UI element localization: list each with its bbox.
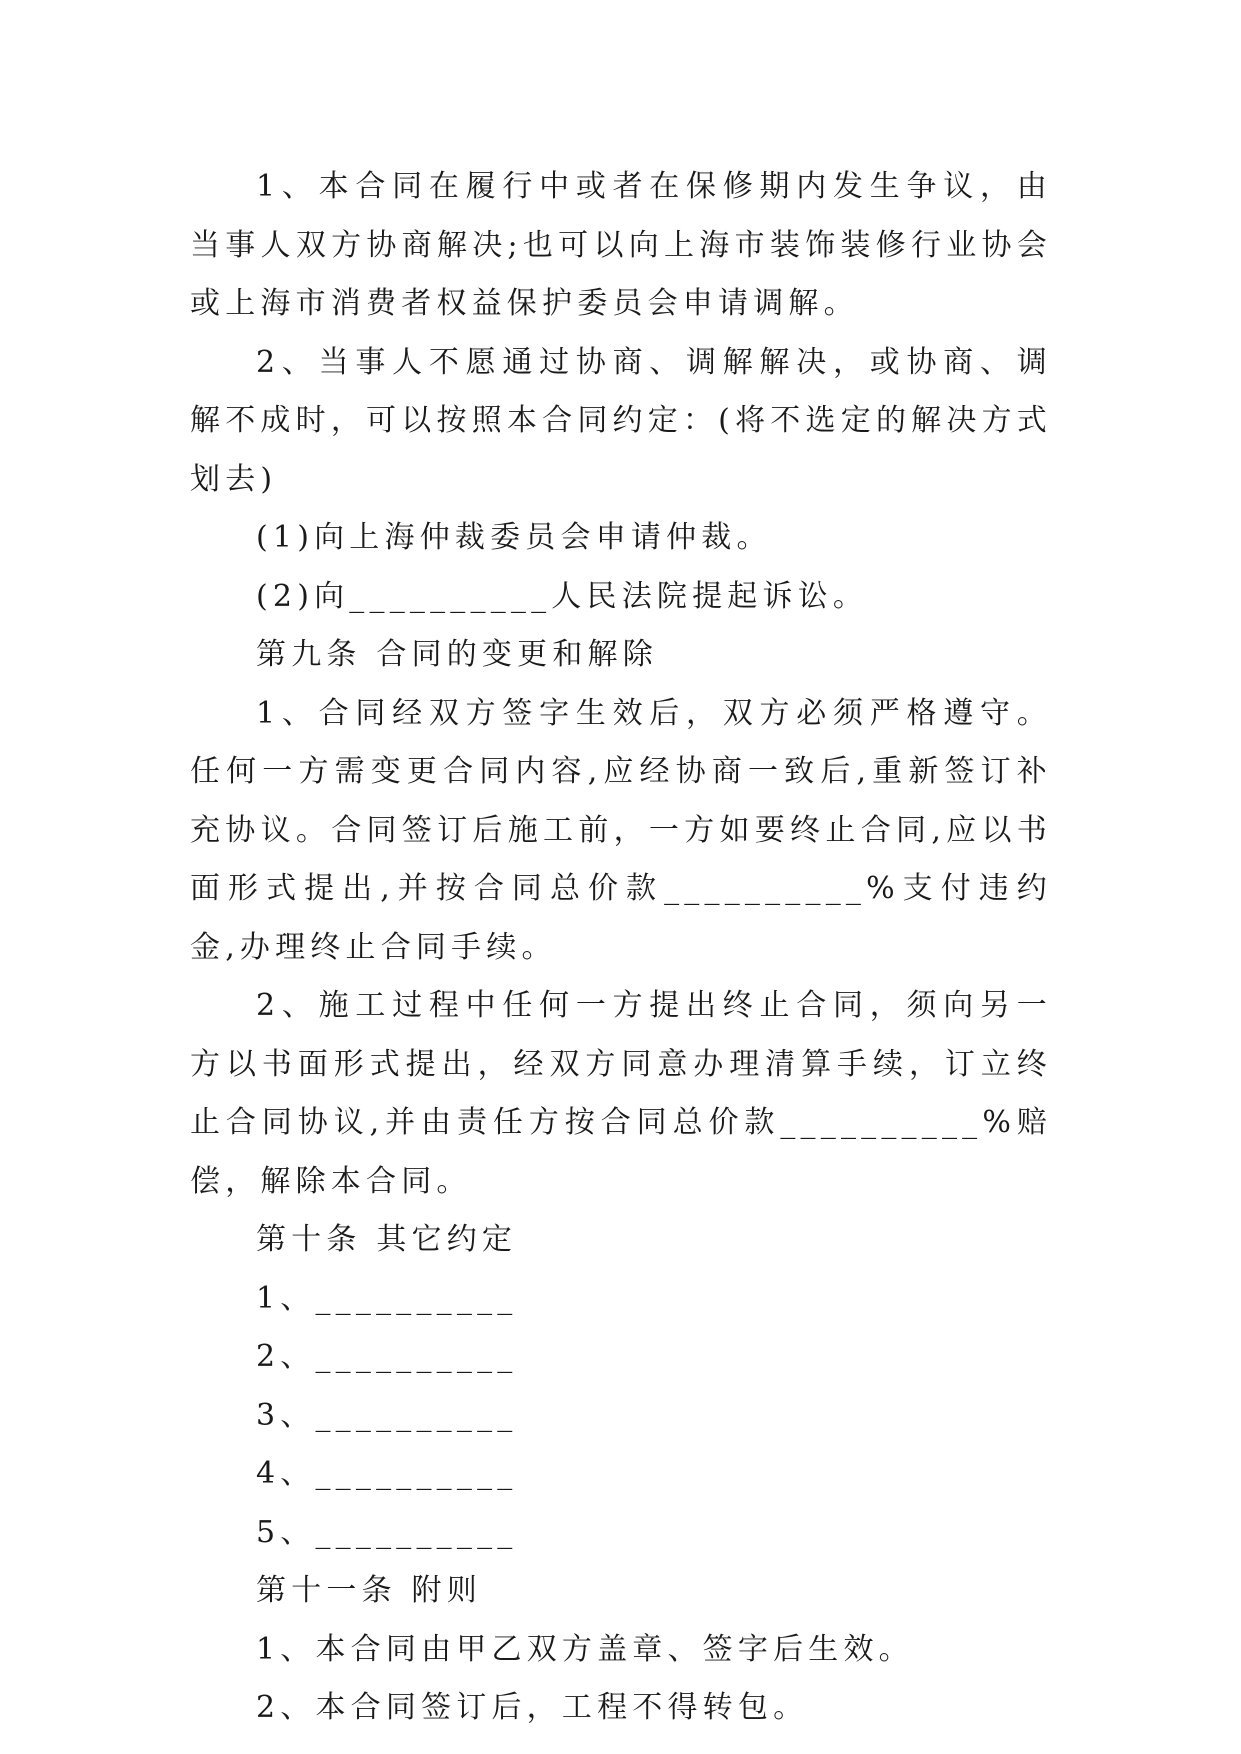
dispute-clause-2: 2、当事人不愿通过协商、调解解决，或协商、调解不成时，可以按照本合同约定：(将不选定的解决方式划去) <box>190 344 1052 497</box>
article-11-heading: 第十一条 附则 <box>256 1573 482 1608</box>
article-9-heading: 第九条 合同的变更和解除 <box>256 637 658 672</box>
article-11-clause-1: 1、本合同由甲乙双方盖章、签字后生效。 <box>256 1631 914 1667</box>
other-agreement-2: 2、__________ <box>256 1339 518 1374</box>
article-9-clause-1: 1、合同经双方签字生效后，双方必须严格遵守。任何一方需变更合同内容,应经协商一致后,重新签订补充协议。合同签订后施工前，一方如要终止合同,应以书面形式提出,并按合同总价款__________%支付违约金,办理终止合同手续。 <box>190 695 1052 965</box>
article-9-clause-2: 2、施工过程中任何一方提出终止合同，须向另一方以书面形式提出，经双方同意办理清算手续，订立终止合同协议,并由责任方按合同总价款__________%赔偿，解除本合同。 <box>190 988 1052 1199</box>
document-body <box>190 158 1052 1738</box>
article-11-clause-2: 2、本合同签订后，工程不得转包。 <box>256 1690 809 1725</box>
article-10-heading: 第十条 其它约定 <box>256 1222 518 1257</box>
dispute-option-2: (2)向__________人民法院提起诉讼。 <box>256 578 869 614</box>
dispute-clause-1: 1、本合同在履行中或者在保修期内发生争议，由当事人双方协商解决;也可以向上海市装饰装修行业协会或上海市消费者权益保护委员会申请调解。 <box>190 169 1052 321</box>
dispute-option-1: (1)向上海仲裁委员会申请仲裁。 <box>256 520 772 555</box>
other-agreement-5: 5、__________ <box>256 1514 518 1550</box>
other-agreement-1: 1、__________ <box>256 1280 518 1316</box>
other-agreement-3: 3、__________ <box>256 1397 518 1433</box>
other-agreement-4: 4、__________ <box>256 1456 518 1491</box>
